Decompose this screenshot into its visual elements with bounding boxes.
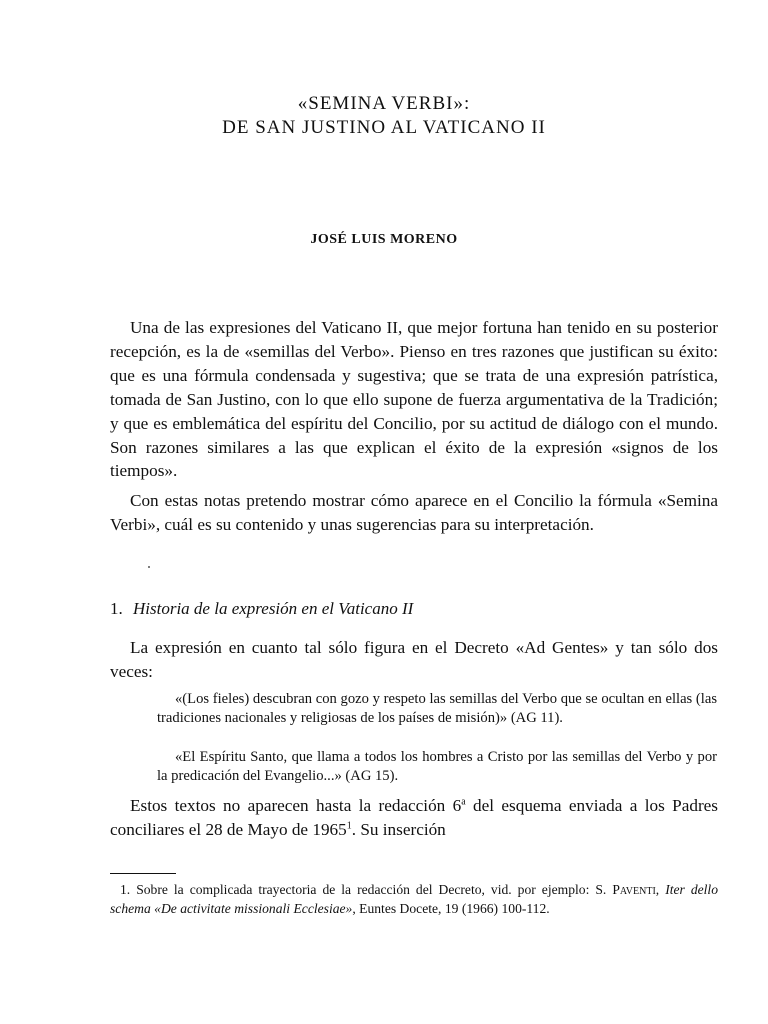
intro-paragraph-1 (110, 316, 718, 483)
paragraph-text: La expresión en cuanto tal sólo figura en el Decreto «Ad Gentes» y tan sólo dos veces: (110, 638, 718, 681)
footnote-rest: , Euntes Docete, 19 (1966) 100-112. (352, 901, 550, 916)
title-line-2: DE SAN JUSTINO AL VATICANO II (222, 117, 546, 138)
block-quote-2 (157, 748, 717, 786)
ordinal-superscript: a (461, 796, 466, 808)
quote-text: «El Espíritu Santo, que llama a todos los hombres a Cristo por las semillas del Verbo y por la predicación del Evangelio...» (AG 15). (157, 749, 717, 784)
section-paragraph-2 (110, 794, 718, 842)
paragraph-text: Con estas notas pretendo mostrar cómo aparece en el Concilio la fórmula «Semina Verbi», cuál es su contenido y unas sugerencias para su interpretación. (110, 491, 718, 534)
section-number: 1. (110, 599, 123, 618)
section-heading (110, 597, 718, 621)
paragraph-text (110, 794, 718, 842)
footnote-work-title: Iter dello schema «De activitate missionali Ecclesiae» (110, 882, 719, 916)
footnote-1 (110, 880, 718, 918)
footnote-reference: 1 (346, 820, 352, 832)
footnote-text (110, 880, 718, 918)
footnote-author: Paventi (612, 882, 656, 897)
intro-paragraph-2 (110, 489, 718, 537)
section-paragraph-1 (110, 636, 718, 684)
paragraph-text-part: del esquema enviada a los Padres conciliares el 28 de Mayo de 1965 (110, 796, 718, 839)
paragraph-text-part: Estos textos no aparecen hasta la redacción 6 (130, 796, 462, 815)
footnote-separator: , (655, 882, 666, 897)
paragraph-text-part: . Su inserción (351, 819, 446, 839)
footnote-divider (110, 873, 176, 874)
stray-mark (148, 566, 150, 568)
section-title: Historia de la expresión en el Vaticano II (133, 599, 414, 618)
article-title (100, 92, 668, 140)
title-line-1: «SEMINA VERBI»: (297, 93, 471, 114)
paragraph-text: Una de las expresiones del Vaticano II, que mejor fortuna han tenido en su posterior recepción, es la de «semillas del Verbo». Pienso en tres razones que justifican su éxito: que es una fórmula condensada y sugestiva; que se trata de una expresión patrística, tomada de San Justino, con lo que ello supone de fuerza argumentativa de la Tradición; y que es emblemática del espíritu del Concilio, por su actitud de diálogo con el mundo. Son razones similares a las que explican el éxito de la expresión «signos de los tiempos». (110, 318, 718, 481)
quote-text: «(Los fieles) descubran con gozo y respeto las semillas del Verbo que se ocultan en ellas (las tradiciones nacionales y religiosas de los países de misión)» (AG 11). (157, 691, 717, 726)
author-name: JOSÉ LUIS MORENO (310, 232, 458, 247)
block-quote-1 (157, 690, 717, 728)
footnote-lead: 1. Sobre la complicada trayectoria de la redacción del Decreto, vid. por ejemplo: S. (120, 882, 613, 897)
